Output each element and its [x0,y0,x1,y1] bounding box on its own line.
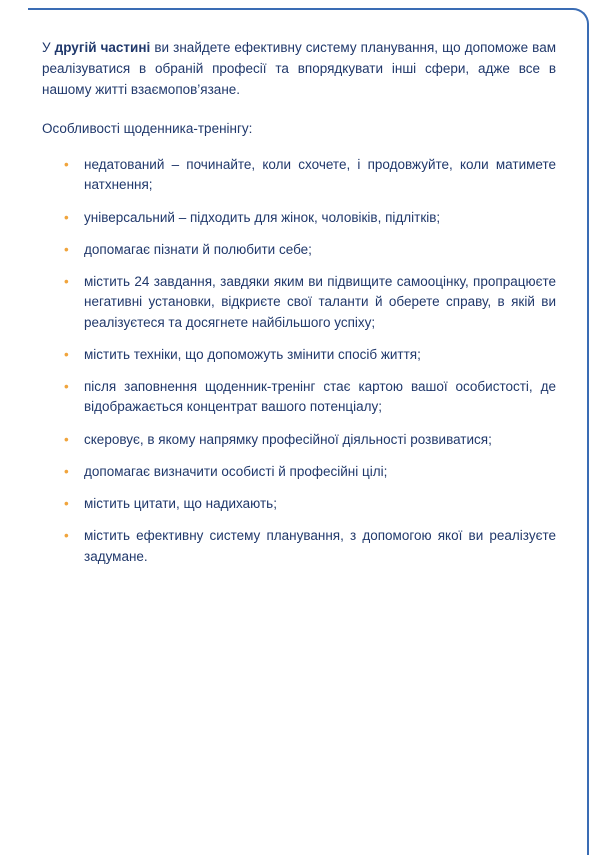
bullet-icon: • [64,496,69,512]
intro-text-rest: ви знайдете ефективну систему планування, що допоможе вам реалізуватися в обраній професії та впорядкувати інші сфери, адже все в нашому житті взаємопов’язане. [42,40,556,97]
list-item-text: недатований – починайте, коли схочете, і продовжуйте, коли матимете натхнення; [84,157,556,193]
bullet-icon: • [64,379,69,395]
bullet-icon: • [64,241,69,257]
list-item-text: після заповнення щоденник-тренінг стає картою вашої особистості, де відображається концентрат вашого потенціалу; [84,379,556,415]
bullet-icon: • [64,157,69,173]
list-item [42,462,556,482]
bullet-icon: • [64,346,69,362]
list-item [42,377,556,418]
intro-text-prefix: У [42,40,55,55]
intro-paragraph [42,38,556,101]
list-item-text: містить цитати, що надихають; [84,496,277,512]
list-item-text: допомагає визначити особисті й професійні цілі; [84,463,388,479]
list-item [42,494,556,514]
list-item [42,208,556,228]
list-item [42,345,556,365]
list-item-text: універсальний – підходить для жінок, чоловіків, підлітків; [84,209,441,225]
list-item [42,526,556,567]
bullet-icon: • [64,528,69,544]
list-item-text: містить ефективну систему планування, з допомогою якої ви реалізуєте задумане. [84,528,556,564]
bullet-icon: • [64,431,69,447]
bullet-icon: • [64,209,69,225]
bullet-icon: • [64,274,69,290]
list-item-text: допомагає пізнати й полюбити себе; [84,241,312,257]
intro-text-bold: другій частині [54,40,151,55]
list-item [42,155,556,196]
list-item-text: скеровує, в якому напрямку професійної діяльності розвиватися; [84,431,492,447]
list-item [42,272,556,333]
list-item-text: містить техніки, що допоможуть змінити спосіб життя; [84,346,421,362]
list-item [42,430,556,450]
list-item [42,240,556,260]
feature-list [42,155,556,567]
bullet-icon: • [64,463,69,479]
list-title: Особливості щоденника-тренінгу: [42,120,253,136]
page-content [42,38,556,579]
list-item-text: містить 24 завдання, завдяки яким ви підвищите самооцінку, пропрацюєте негативні установки, відкриєте свої таланти й оберете справу, в якій ви реалізуєтеся та досягнете найбільшого успіху; [84,274,556,330]
